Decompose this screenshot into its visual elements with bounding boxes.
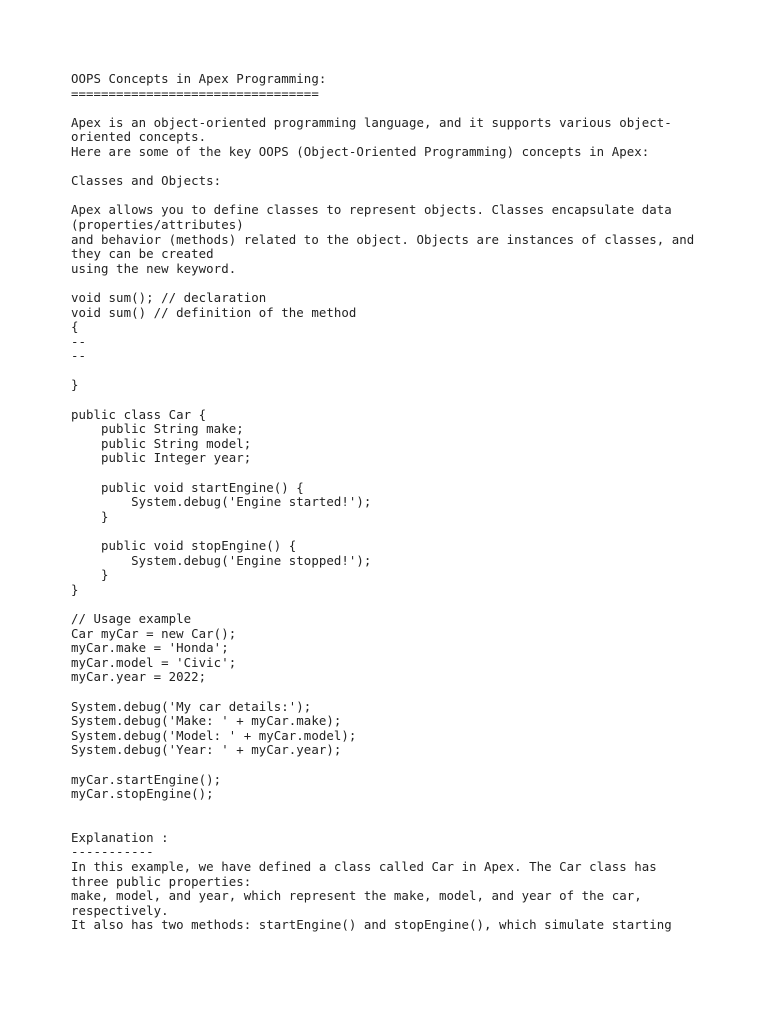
code-line: public String make; [71,421,244,437]
blank-line [71,802,751,817]
blank-line [71,160,751,175]
code-line: { [71,319,79,335]
code-line: System.debug('Model: ' + myCar.model); [71,727,357,743]
intro-text-line: oriented concepts. [71,129,207,145]
explanation-text-line: In this example, we have defined a class called Car in Apex. The Car class has [71,859,657,875]
body-text-line: using the new keyword. [71,260,237,276]
code-line: public void startEngine() { [71,479,304,495]
section-heading-classes-objects: Classes and Objects: [71,173,222,189]
code-line: } [71,567,109,583]
explanation-text-line: make, model, and year, which represent the make, model, and year of the car, [71,888,642,904]
code-line: System.debug('My car details:'); [71,698,312,714]
blank-line [71,597,751,612]
code-line: void sum(); // declaration [71,289,267,305]
section-heading-explanation: Explanation : [71,829,169,845]
code-line: myCar.startEngine(); [71,771,222,787]
code-line: myCar.make = 'Honda'; [71,640,229,656]
code-line: } [71,581,79,597]
explanation-text-line: three public properties: [71,873,252,889]
code-line: myCar.model = 'Civic'; [71,654,237,670]
blank-line [71,393,751,408]
section-underline: ----------- [71,844,154,860]
blank-line [71,466,751,481]
code-line: public class Car { [71,406,207,422]
title-underline: ================================= [71,85,319,101]
code-line: System.debug('Engine started!'); [71,494,372,510]
blank-line [71,364,751,379]
code-line: System.debug('Year: ' + myCar.year); [71,742,342,758]
code-line: public void stopEngine() { [71,538,297,553]
explanation-text-line: respectively. [71,902,169,918]
code-line: } [71,508,109,524]
blank-line [71,101,751,116]
body-text-line: and behavior (methods) related to the object. Objects are instances of classes, and [71,231,695,247]
blank-line [71,524,751,539]
blank-line [71,758,751,773]
intro-text-line: Apex is an object-oriented programming language, and it supports various object- [71,114,672,130]
blank-line [71,816,751,831]
document-title: OOPS Concepts in Apex Programming: [71,71,327,86]
blank-line [71,189,751,204]
code-line: void sum() // definition of the method [71,304,357,320]
intro-text-line: Here are some of the key OOPS (Object-Oriented Programming) concepts in Apex: [71,143,650,159]
code-line: Car myCar = new Car(); [71,625,237,641]
code-line: System.debug('Make: ' + myCar.make); [71,713,342,729]
code-comment-line: // Usage example [71,610,192,626]
code-line: public Integer year; [71,450,252,466]
code-line: } [71,377,79,393]
body-text-line: they can be created [71,246,214,262]
code-line: myCar.stopEngine(); [71,786,214,802]
blank-line [71,276,751,291]
code-line: -- [71,348,87,364]
explanation-text-line: It also has two methods: startEngine() and stopEngine(), which simulate starting [71,917,672,933]
code-line: myCar.year = 2022; [71,669,207,685]
body-text-line: Apex allows you to define classes to represent objects. Classes encapsulate data [71,202,672,218]
code-line: System.debug('Engine stopped!'); [71,552,372,568]
body-text-line: (properties/attributes) [71,216,244,232]
blank-line [71,685,751,700]
document-page [71,72,751,933]
code-line: public String model; [71,435,252,451]
code-line: -- [71,333,87,349]
